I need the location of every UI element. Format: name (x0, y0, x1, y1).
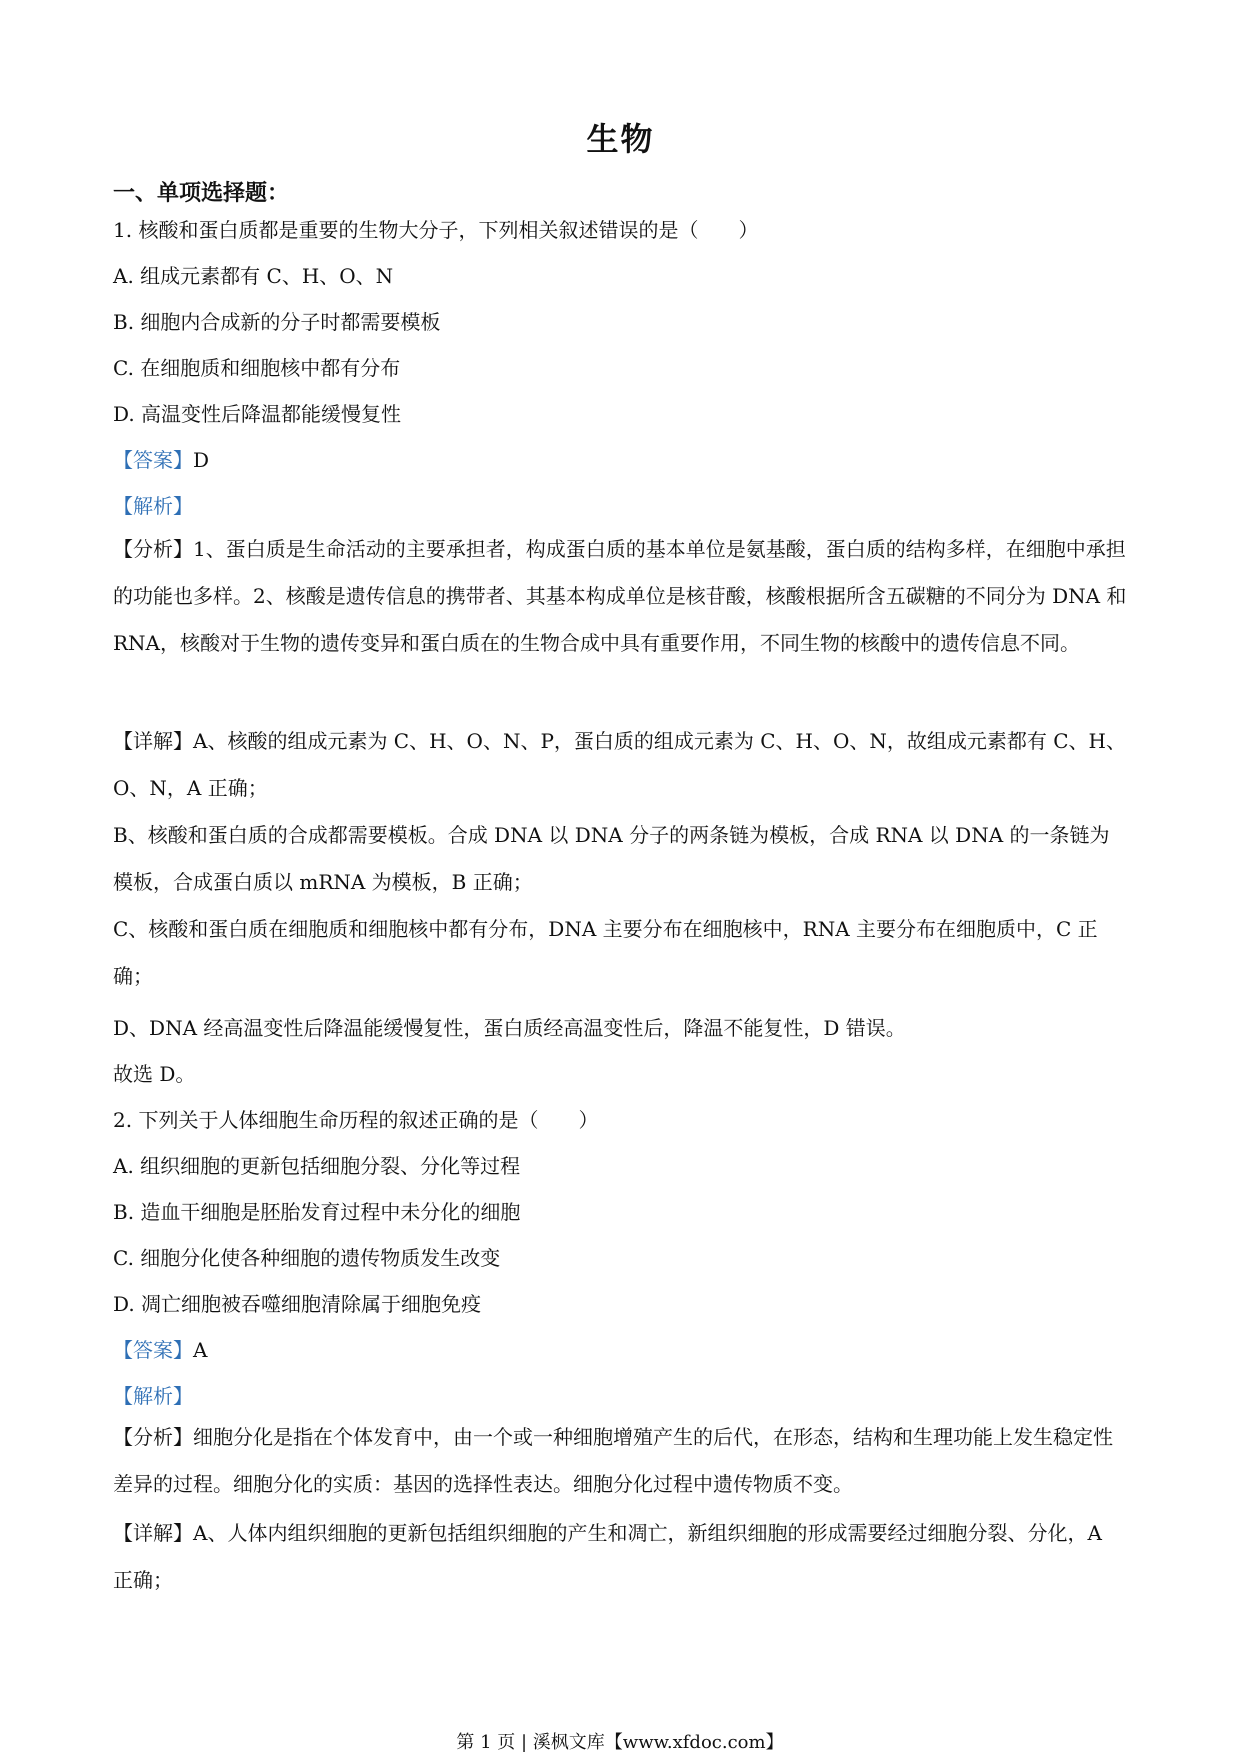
xiangjie-label: 【详解】 (113, 729, 193, 753)
q1-option-b: B. 细胞内合成新的分子时都需要模板 (113, 310, 441, 334)
q1-answer (113, 444, 209, 473)
fenxi-label: 【分析】 (113, 537, 193, 561)
q2-fenxi (113, 1414, 1128, 1508)
q1-xiangjie-a (113, 718, 1128, 812)
question-2-stem: 2. 下列关于人体细胞生命历程的叙述正确的是（ ） (113, 1108, 599, 1132)
answer-tag: 【答案】 (113, 448, 193, 472)
q1-fenxi (113, 526, 1128, 667)
xiangjie-label: 【详解】 (113, 1521, 193, 1545)
section-heading: 一、单项选择题： (113, 180, 290, 206)
xiangjie-a-text: A、核酸的组成元素为 C、H、O、N、P，蛋白质的组成元素为 C、H、O、N，故组成元素都有 C、H、O、N，A 正确； (113, 729, 1126, 800)
question-1-stem: 1. 核酸和蛋白质都是重要的生物大分子，下列相关叙述错误的是（ ） (113, 218, 759, 242)
page-title: 生物 (586, 120, 655, 158)
fenxi-text: 1、蛋白质是生命活动的主要承担者，构成蛋白质的基本单位是氨基酸，蛋白质的结构多样，在细胞中承担的功能也多样。2、核酸是遗传信息的携带者、其基本构成单位是核苷酸，核酸根据所含五碳糖的不同分为 DNA 和 RNA，核酸对于生物的遗传变异和蛋白质在的生物合成中具有重要作用，不同生物的核酸中的遗传信息不同。 (113, 537, 1127, 655)
q1-option-d: D. 高温变性后降温都能缓慢复性 (113, 402, 402, 426)
q1-analysis-tag: 【解析】 (113, 494, 193, 518)
answer-value: D (193, 448, 210, 472)
q2-option-b: B. 造血干细胞是胚胎发育过程中未分化的细胞 (113, 1200, 521, 1224)
fenxi-text: 细胞分化是指在个体发育中，由一个或一种细胞增殖产生的后代，在形态，结构和生理功能上发生稳定性差异的过程。细胞分化的实质：基因的选择性表达。细胞分化过程中遗传物质不变。 (113, 1425, 1113, 1496)
q1-conclusion: 故选 D。 (113, 1062, 196, 1086)
fenxi-label: 【分析】 (113, 1425, 193, 1449)
q2-answer (113, 1334, 207, 1363)
q2-option-c: C. 细胞分化使各种细胞的遗传物质发生改变 (113, 1246, 501, 1270)
q1-option-a: A. 组成元素都有 C、H、O、N (113, 264, 394, 288)
q1-xiangjie-b: B、核酸和蛋白质的合成都需要模板。合成 DNA 以 DNA 分子的两条链为模板，合成 RNA 以 DNA 的一条链为模板，合成蛋白质以 mRNA 为模板，B 正确； (113, 823, 1110, 894)
page-footer: 第 1 页 | 溪枫文库【www.xfdoc.com】 (456, 1732, 784, 1753)
xiangjie-a-text: A、人体内组织细胞的更新包括组织细胞的产生和凋亡，新组织细胞的形成需要经过细胞分裂、分化，A 正确； (113, 1521, 1102, 1592)
q2-xiangjie-a (113, 1510, 1128, 1604)
q1-xiangjie-d: D、DNA 经高温变性后降温能缓慢复性，蛋白质经高温变性后，降温不能复性，D 错误。 (113, 1016, 906, 1040)
q2-option-d: D. 凋亡细胞被吞噬细胞清除属于细胞免疫 (113, 1292, 482, 1316)
q2-analysis-tag: 【解析】 (113, 1384, 193, 1408)
q2-option-a: A. 组织细胞的更新包括细胞分裂、分化等过程 (113, 1154, 521, 1178)
answer-value: A (193, 1338, 208, 1362)
answer-tag: 【答案】 (113, 1338, 193, 1362)
q1-option-c: C. 在细胞质和细胞核中都有分布 (113, 356, 401, 380)
q1-xiangjie-c: C、核酸和蛋白质在细胞质和细胞核中都有分布，DNA 主要分布在细胞核中，RNA 主要分布在细胞质中，C 正确； (113, 917, 1098, 988)
